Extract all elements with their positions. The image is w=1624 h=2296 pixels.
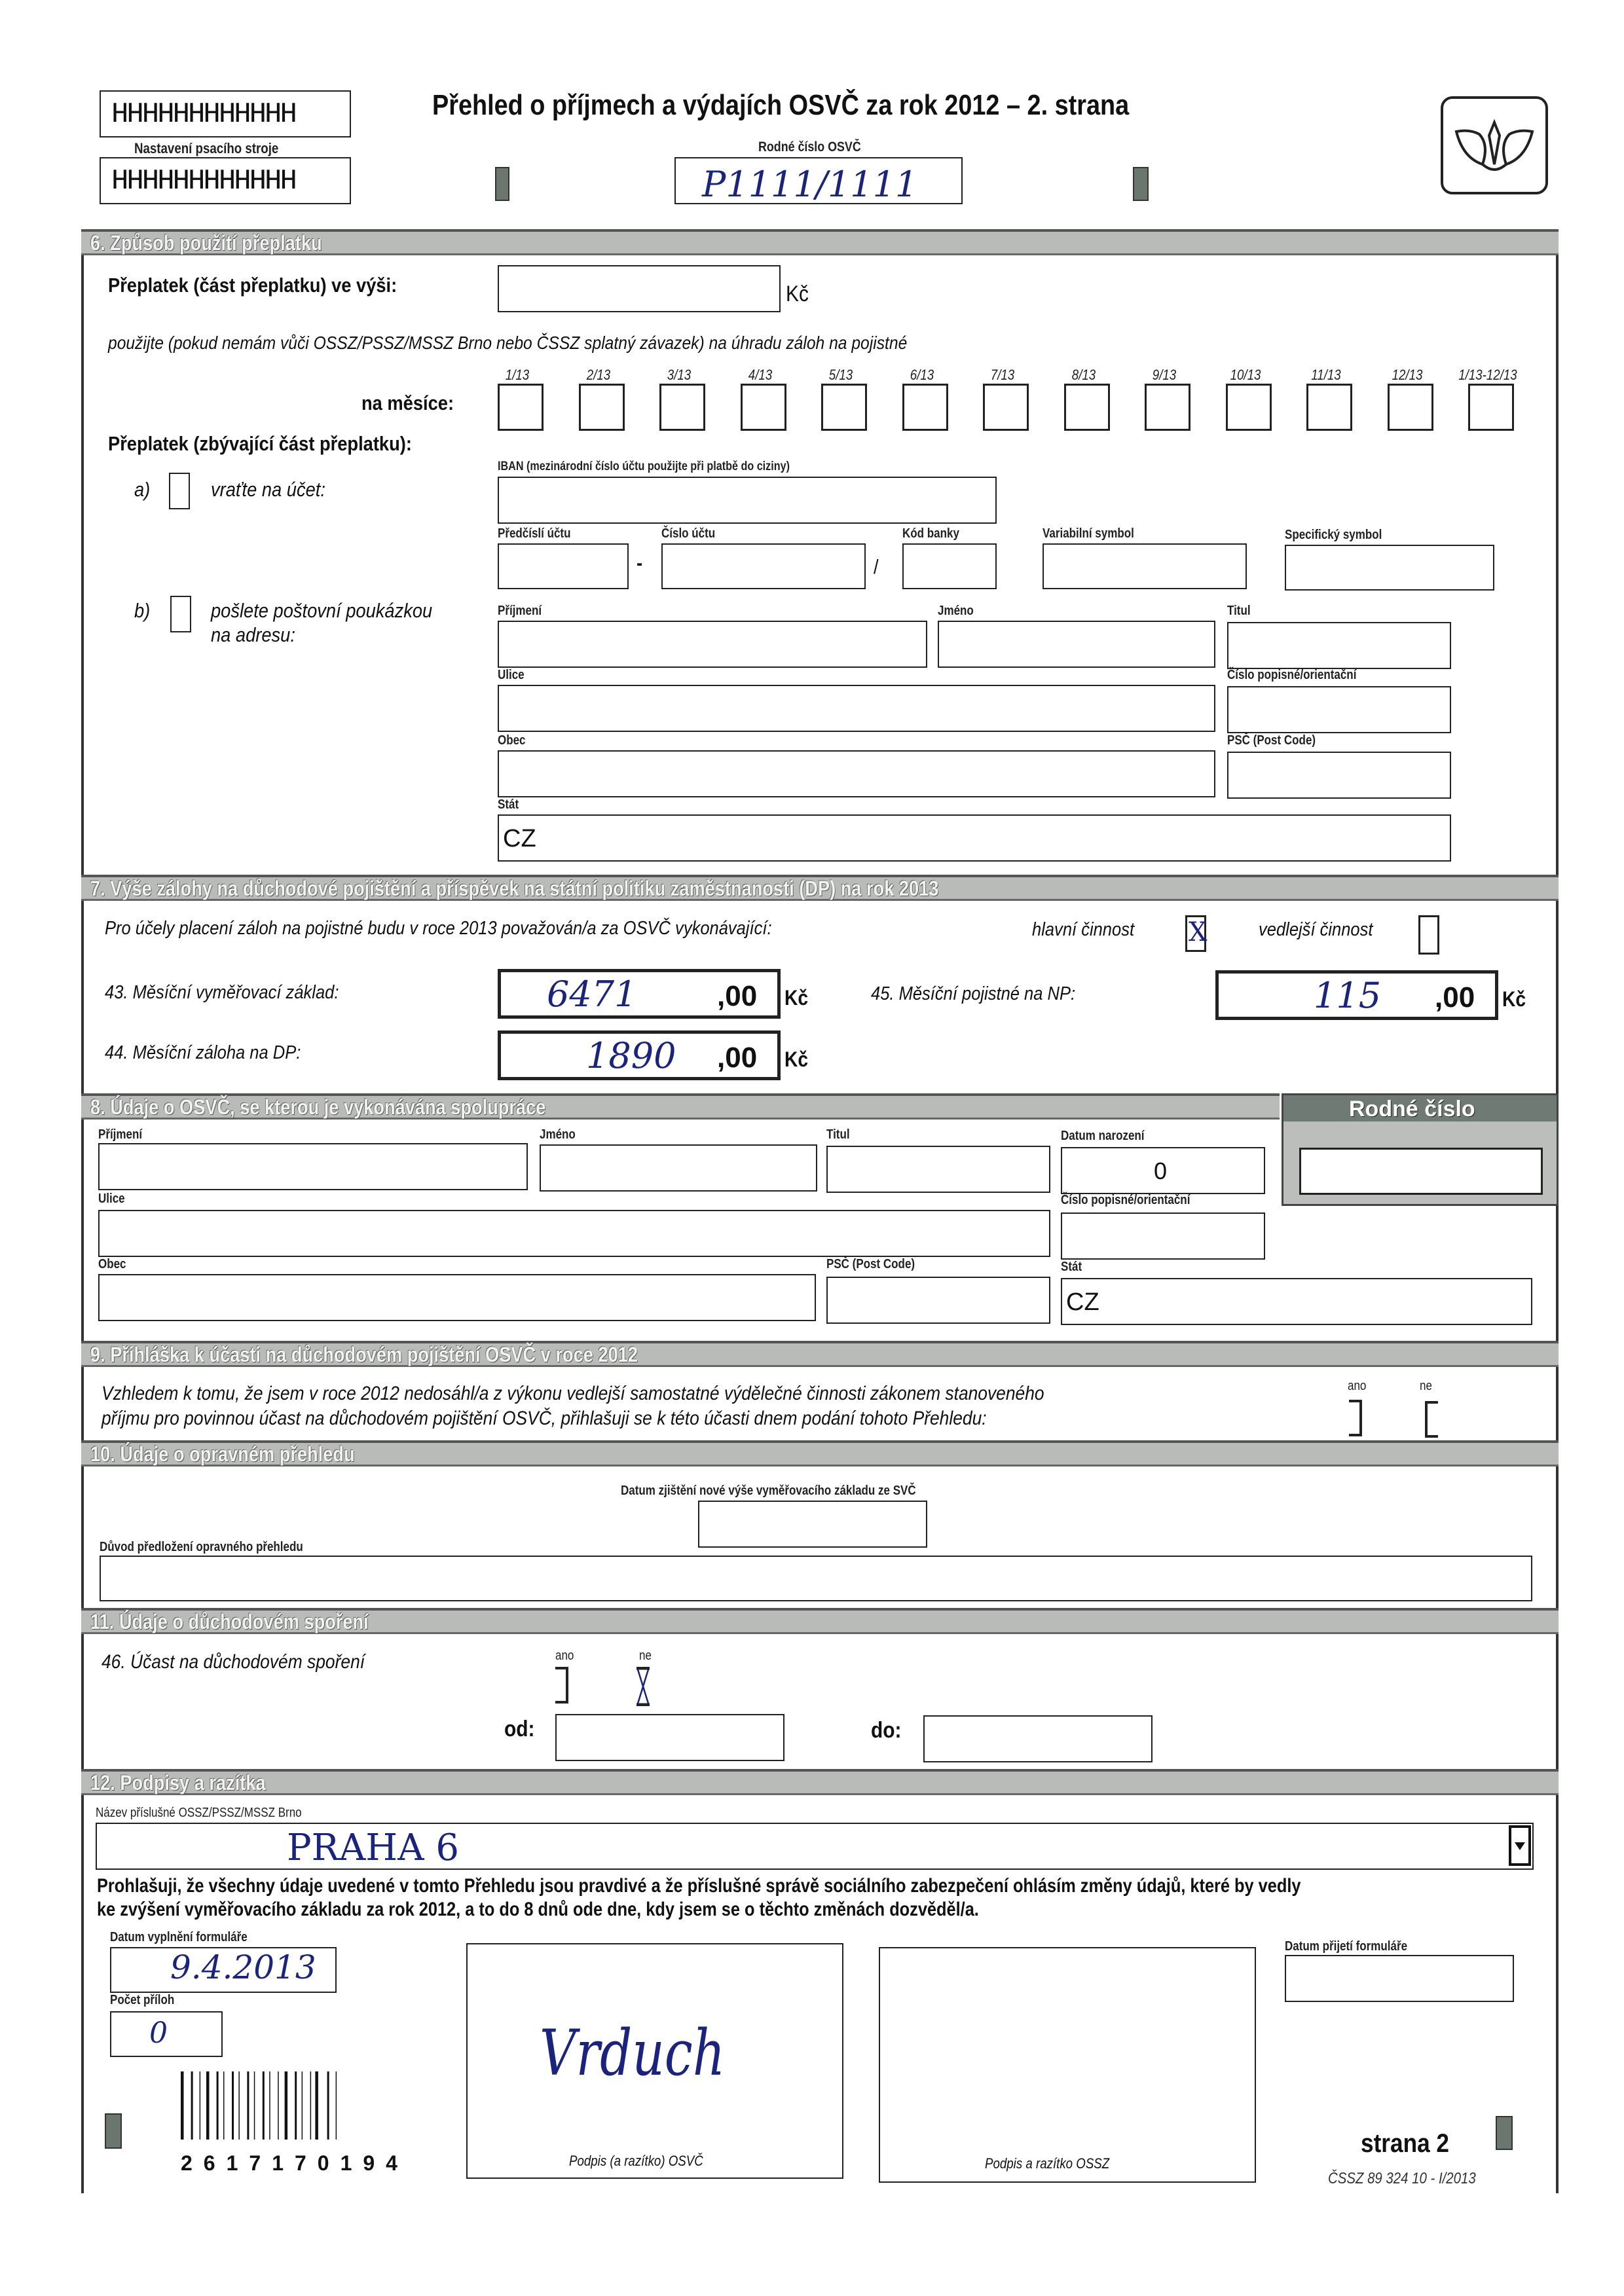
vedlejsi-cinnost-label: vedlejší činnost	[1259, 919, 1373, 940]
s8-ulice-input[interactable]	[98, 1210, 1050, 1257]
option-a-checkbox[interactable]	[169, 473, 190, 509]
month-label: 10/13	[1230, 367, 1261, 383]
frame-left	[81, 232, 84, 2193]
nazev-ossz-label: Název příslušné OSSZ/PSSZ/MSSZ Brno	[96, 1806, 302, 1820]
s8-titul-input[interactable]	[826, 1146, 1050, 1193]
barcode-bar	[315, 2071, 318, 2140]
month-label: 5/13	[828, 367, 853, 383]
option-a-text: vraťte na účet:	[211, 478, 325, 501]
declaration-line-2: ke zvýšení vyměřovacího základu za rok 2012, a to do 8 dnů ode dne, kdy jsem se o těchto změnách dozvěděl/a.	[97, 1899, 979, 1920]
s8-psc-label: PSČ (Post Code)	[826, 1257, 915, 1271]
option-b-text-2: na adresu:	[211, 623, 295, 646]
scan-marker-bottom-right	[1496, 2116, 1513, 2150]
month-checkbox[interactable]	[1064, 384, 1110, 431]
field-44-input[interactable]: 1890 ,00	[498, 1030, 781, 1080]
preplatek-label: Přeplatek (část přeplatku) ve výši:	[108, 274, 397, 297]
month-checkbox[interactable]	[902, 384, 948, 431]
b-ulice-label: Ulice	[498, 668, 525, 682]
podpis-ossz-box[interactable]	[879, 1947, 1256, 2183]
b-psc-label: PSČ (Post Code)	[1227, 733, 1316, 748]
month-checkbox[interactable]	[741, 384, 786, 431]
od-label: od:	[504, 1717, 535, 1741]
datum-vyplneni-label: Datum vyplnění formuláře	[110, 1930, 248, 1944]
month-label: 11/13	[1311, 367, 1341, 383]
s8-ulice-label: Ulice	[98, 1192, 125, 1206]
b-titul-input[interactable]	[1227, 622, 1451, 669]
month-checkbox[interactable]	[659, 384, 705, 431]
pocet-priloh-input[interactable]: 0	[110, 2011, 223, 2057]
b-stat-label: Stát	[498, 797, 519, 812]
preplatek-currency: Kč	[786, 282, 809, 306]
b-obec-input[interactable]	[498, 750, 1215, 797]
section-8-rodne-cislo-input[interactable]	[1299, 1148, 1543, 1195]
month-label: 8/13	[1071, 367, 1096, 383]
barcode-bar	[223, 2071, 225, 2140]
cislo-uctu-input[interactable]	[661, 543, 866, 589]
declaration-line-1: Prohlašuji, že všechny údaje uvedené v tomto Přehledu jsou pravdivé a že příslušné správě sociálního zabezpečení ohlásím změny údajů, které by vedly	[97, 1875, 1301, 1897]
barcode-bar	[310, 2071, 312, 2140]
s8-stat-label: Stát	[1061, 1260, 1082, 1274]
s8-stat-input[interactable]: CZ	[1061, 1278, 1532, 1325]
s8-datum-narozeni-input[interactable]: 0	[1061, 1147, 1265, 1194]
barcode-bar	[336, 2071, 337, 2140]
podpis-osvc-box[interactable]	[466, 1943, 843, 2179]
s9-ano-checkbox[interactable]	[1349, 1400, 1362, 1436]
do-label: do:	[871, 1718, 902, 1743]
barcode-bar	[217, 2071, 219, 2140]
variabilni-symbol-label: Variabilní symbol	[1043, 526, 1134, 541]
month-checkbox[interactable]	[579, 384, 625, 431]
section-6-header: 6. Způsob použití přeplatku	[81, 229, 1559, 255]
month-checkbox[interactable]	[821, 384, 867, 431]
s11-ne-checkbox[interactable]	[635, 1667, 651, 1706]
month-label: 1/13-12/13	[1458, 367, 1517, 383]
section-8-rodne-cislo-title: Rodné číslo	[1349, 1097, 1475, 1121]
field-45-input[interactable]: 115 ,00	[1215, 970, 1498, 1020]
s11-ne-label: ne	[639, 1649, 652, 1663]
s10-duvod-input[interactable]	[100, 1556, 1532, 1601]
page-number: strana 2	[1361, 2129, 1450, 2158]
s9-ne-checkbox[interactable]	[1425, 1401, 1438, 1438]
form-code: ČSSZ 89 324 10 - I/2013	[1328, 2170, 1476, 2187]
barcode-bar	[191, 2071, 193, 2140]
s9-ano-label: ano	[1348, 1379, 1367, 1393]
field-44-label: 44. Měsíční záloha na DP:	[105, 1042, 301, 1063]
activity-text: Pro účely placení záloh na pojistné budu v roce 2013 považován/a za OSVČ vykonávající:	[105, 918, 772, 939]
barcode-bar	[295, 2071, 297, 2140]
datum-prijeti-label: Datum přijetí formuláře	[1285, 1939, 1408, 1954]
b-obec-label: Obec	[498, 733, 526, 748]
s10-datum-label: Datum zjištění nové výše vyměřovacího základu ze SVČ	[621, 1484, 916, 1498]
vedlejsi-cinnost-checkbox[interactable]	[1418, 915, 1439, 955]
s11-ano-checkbox[interactable]	[555, 1667, 568, 1704]
specificky-symbol-input[interactable]	[1285, 545, 1494, 591]
barcode-bar	[254, 2071, 255, 2140]
s8-datum-narozeni-label: Datum narození	[1061, 1129, 1145, 1143]
rodne-cislo-osvc-field[interactable]: P1111/1111	[674, 157, 963, 204]
b-ulice-input[interactable]	[498, 685, 1215, 732]
s10-duvod-label: Důvod předložení opravného přehledu	[100, 1540, 303, 1554]
month-label: 1/13	[505, 367, 530, 383]
option-b-checkbox[interactable]	[170, 596, 191, 632]
page-title: Přehled o příjmech a výdajích OSVČ za rok 2012 – 2. strana	[432, 89, 1130, 121]
s8-obec-input[interactable]	[98, 1274, 816, 1321]
s8-obec-label: Obec	[98, 1257, 126, 1271]
iban-input[interactable]	[498, 477, 997, 524]
b-cislo-popisne-label: Číslo popisné/orientační	[1227, 668, 1357, 682]
field-43-currency: Kč	[784, 986, 808, 1010]
s8-jmeno-input[interactable]	[540, 1144, 817, 1192]
rodne-cislo-osvc-label: Rodné číslo OSVČ	[758, 139, 861, 155]
s9-ne-label: ne	[1420, 1379, 1432, 1393]
barcode-bar	[206, 2071, 210, 2140]
section-11-header: 11. Údaje o důchodovém spoření	[81, 1608, 1559, 1634]
barcode-bar	[278, 2071, 279, 2140]
option-b-letter: b)	[134, 599, 151, 622]
field-44-currency: Kč	[784, 1048, 808, 1071]
do-input[interactable]	[923, 1715, 1153, 1762]
month-checkbox[interactable]	[983, 384, 1029, 431]
barcode-number: 2617170194	[181, 2151, 409, 2175]
usage-text: použijte (pokud nemám vůči OSSZ/PSSZ/MSSZ Brno nebo ČSSZ splatný závazek) na úhradu záloh na pojistné	[108, 333, 908, 353]
field-43-label: 43. Měsíční vyměřovací základ:	[105, 982, 339, 1003]
scan-marker-bottom-left	[105, 2113, 122, 2149]
b-titul-label: Titul	[1227, 604, 1251, 618]
month-checkbox[interactable]	[1388, 384, 1433, 431]
hlavni-cinnost-checkbox[interactable]: X	[1185, 915, 1206, 952]
month-label: 7/13	[990, 367, 1015, 383]
b-psc-input[interactable]	[1227, 752, 1451, 799]
b-jmeno-label: Jméno	[938, 604, 974, 618]
b-cislo-popisne-input[interactable]	[1227, 686, 1451, 733]
hlavni-cinnost-label: hlavní činnost	[1032, 919, 1135, 940]
typewriter-test-top: HHHHHHHHHHHH	[100, 90, 351, 137]
months-label: na měsíce:	[361, 392, 454, 414]
cssz-logo-icon	[1441, 96, 1548, 194]
podpis-osvc-label: Podpis (a razítko) OSVČ	[569, 2153, 703, 2169]
section-9-text-2: příjmu pro povinnou účast na důchodovém pojištění OSVČ, přihlašuji se k této účasti dnem podání tohoto Přehledu:	[101, 1408, 987, 1429]
s8-prijmeni-label: Příjmení	[98, 1127, 143, 1142]
typewriter-label: Nastavení psacího stroje	[134, 140, 279, 156]
s11-ano-label: ano	[555, 1649, 574, 1663]
barcode-bar	[263, 2071, 265, 2140]
barcode-bar	[269, 2071, 270, 2140]
barcode-bar	[181, 2071, 184, 2140]
month-checkbox[interactable]	[1468, 384, 1514, 431]
scan-marker-top-right	[1133, 167, 1149, 201]
month-checkbox[interactable]	[498, 384, 544, 431]
s8-cislo-popisne-input[interactable]	[1061, 1212, 1265, 1260]
barcode-bar	[238, 2071, 240, 2140]
remaining-label: Přeplatek (zbývající část přeplatku):	[108, 432, 412, 455]
podpis-ossz-label: Podpis a razítko OSSZ	[985, 2155, 1110, 2172]
s8-titul-label: Titul	[826, 1127, 850, 1142]
s8-prijmeni-input[interactable]	[98, 1143, 528, 1190]
b-stat-input[interactable]: CZ	[498, 814, 1451, 862]
barcode-bar	[247, 2071, 249, 2140]
month-label: 2/13	[586, 367, 610, 383]
frame-right	[1556, 232, 1559, 2193]
b-prijmeni-label: Příjmení	[498, 604, 542, 618]
pocet-priloh-label: Počet příloh	[110, 1993, 175, 2007]
specificky-symbol-label: Specifický symbol	[1285, 528, 1382, 542]
section-9-header: 9. Přihláška k účasti na důchodovém pojištění OSVČ v roce 2012	[81, 1341, 1559, 1367]
variabilni-symbol-input[interactable]	[1043, 543, 1247, 589]
predcisli-input[interactable]	[498, 543, 629, 589]
section-8-header: 8. Údaje o OSVČ, se kterou je vykonávána spolupráce	[81, 1093, 1280, 1120]
section-7-header: 7. Výše zálohy na důchodové pojištění a příspěvek na státní politiku zaměstnanosti (DP) na rok 2013	[81, 875, 1559, 901]
kod-banky-input[interactable]	[902, 543, 997, 589]
barcode-bar	[232, 2071, 234, 2140]
barcode-bar	[285, 2071, 288, 2140]
dropdown-chevron-icon[interactable]	[1509, 1825, 1531, 1866]
month-label: 4/13	[748, 367, 772, 383]
field-46-label: 46. Účast na důchodovém spoření	[101, 1651, 365, 1673]
s8-jmeno-label: Jméno	[540, 1127, 576, 1142]
option-b-text-1: pošlete poštovní poukázkou	[211, 599, 433, 622]
signature: Vrduch	[540, 2016, 726, 2090]
datum-prijeti-input[interactable]	[1285, 1955, 1514, 2002]
iban-label: IBAN (mezinárodní číslo účtu použijte při platbě do ciziny)	[498, 460, 790, 473]
section-9-text-1: Vzhledem k tomu, že jsem v roce 2012 nedosáhl/a z výkonu vedlejší samostatné výdělečné činnosti zákonem stanoveného	[101, 1383, 1044, 1404]
account-slash: /	[874, 555, 879, 578]
typewriter-test-bottom: HHHHHHHHHHHH	[100, 157, 351, 204]
predcisli-label: Předčíslí účtu	[498, 526, 571, 541]
month-label: 9/13	[1152, 367, 1177, 383]
datum-vyplneni-input[interactable]: 9.4.2013	[110, 1947, 337, 1993]
s8-cislo-popisne-label: Číslo popisné/orientační	[1061, 1193, 1190, 1207]
nazev-ossz-select[interactable]: PRAHA 6	[96, 1823, 1534, 1870]
field-45-label: 45. Měsíční pojistné na NP:	[871, 983, 1076, 1004]
month-checkbox[interactable]	[1226, 384, 1272, 431]
account-dash: -	[637, 551, 643, 574]
barcode-bar	[302, 2071, 303, 2140]
section-10-header: 10. Údaje o opravném přehledu	[81, 1440, 1559, 1467]
preplatek-amount-input[interactable]	[498, 265, 781, 312]
month-label: 12/13	[1392, 367, 1422, 383]
s10-datum-input[interactable]	[698, 1501, 927, 1548]
s8-psc-input[interactable]	[826, 1277, 1050, 1324]
kod-banky-label: Kód banky	[902, 526, 959, 541]
month-checkbox[interactable]	[1306, 384, 1352, 431]
field-43-input[interactable]: 6471 ,00	[498, 969, 781, 1019]
month-label: 3/13	[667, 367, 692, 383]
barcode-bar	[200, 2071, 201, 2140]
scan-marker-top-left	[495, 167, 509, 201]
field-45-currency: Kč	[1502, 987, 1526, 1011]
b-prijmeni-input[interactable]	[498, 621, 927, 668]
b-jmeno-input[interactable]	[938, 621, 1215, 668]
option-a-letter: a)	[134, 478, 151, 501]
section-12-header: 12. Podpisy a razítka	[81, 1769, 1559, 1795]
month-checkbox[interactable]	[1145, 384, 1190, 431]
cislo-uctu-label: Číslo účtu	[661, 526, 716, 541]
barcode	[181, 2071, 410, 2140]
od-input[interactable]	[555, 1714, 784, 1761]
section-8-rodne-cislo-panel	[1282, 1093, 1559, 1206]
barcode-bar	[327, 2071, 329, 2140]
month-label: 6/13	[910, 367, 934, 383]
